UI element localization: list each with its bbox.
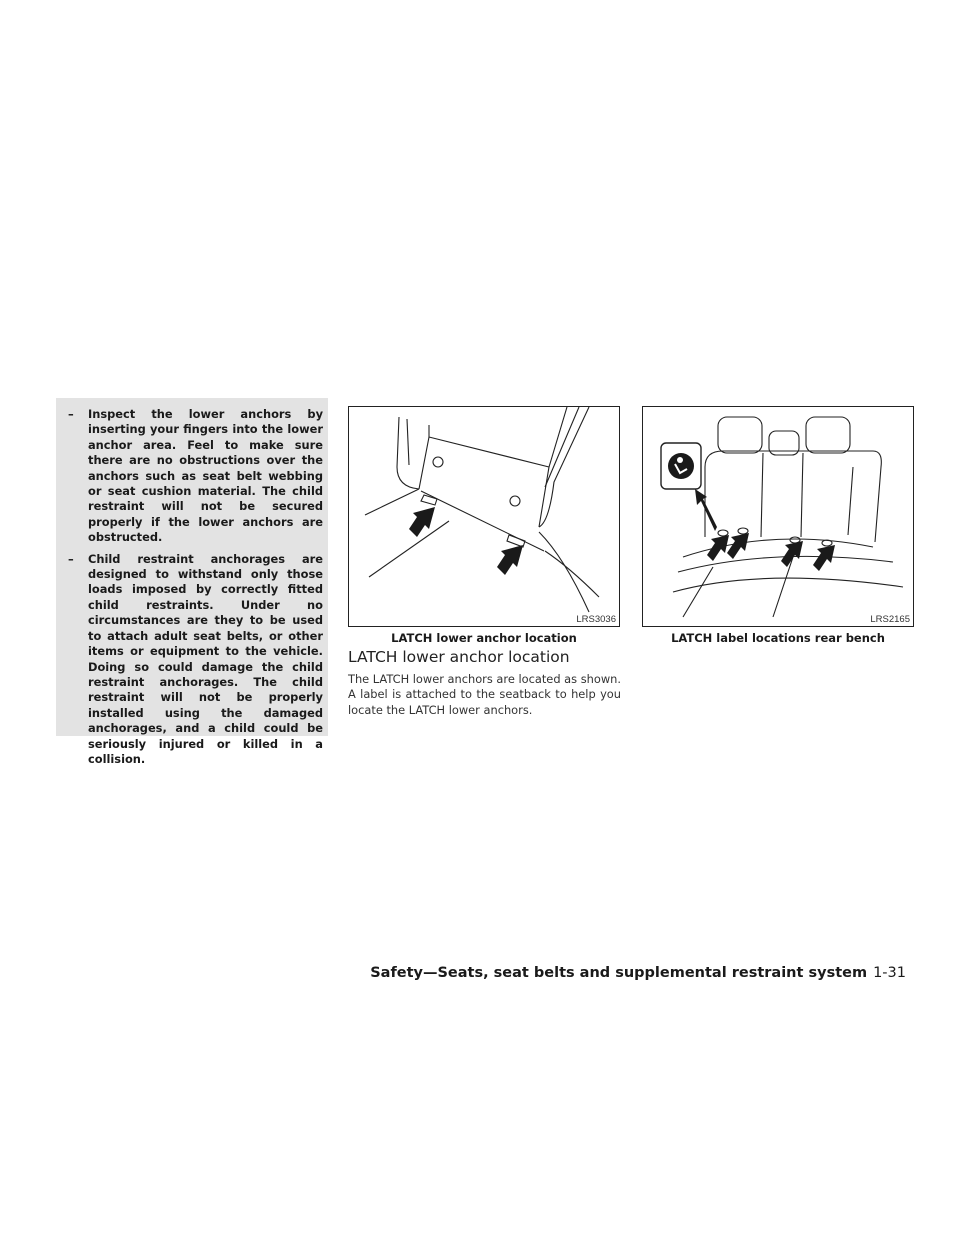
warning-item <box>68 551 323 768</box>
figure-rear-bench <box>642 406 914 627</box>
warning-dash: – <box>68 407 74 421</box>
warning-dash: – <box>68 551 74 566</box>
figure-caption: LATCH lower anchor location <box>391 631 577 645</box>
page-footer <box>0 965 906 981</box>
rear-bench-illustration <box>643 407 913 626</box>
page-number: 1-31 <box>873 965 906 981</box>
figure-lower-anchor <box>348 406 620 627</box>
section-title: LATCH lower anchor location <box>348 648 570 666</box>
warning-text: Inspect the lower anchors by inserting your fingers into the lower anchor area. Feel to make sure there are no obstructions over the anchors such as seat belt webbing or seat cushion material. The child restraint will not be secured properly if the lower anchors are obstructed. <box>88 407 323 545</box>
figure-code: LRS2165 <box>870 614 910 625</box>
warning-box <box>56 398 328 766</box>
section-body: The LATCH lower anchors are located as shown. A label is attached to the seatback to help you locate the LATCH lower anchors. <box>348 672 621 717</box>
lower-anchor-illustration <box>349 407 619 626</box>
warning-text: Child restraint anchorages are designed to withstand only those loads imposed by correctly fitted child restraints. Under no circumstances are they to be used to attach adult seat belts, or other items or equipment to the vehicle. Doing so could damage the child restraint anchorages. The child restraint will not be properly installed using the damaged anchorages, and a child could be seriously injured or killed in a collision. <box>88 551 323 766</box>
figure-caption: LATCH label locations rear bench <box>671 631 885 645</box>
footer-title: Safety—Seats, seat belts and supplemental restraint system <box>370 965 868 981</box>
figure-code: LRS3036 <box>576 614 616 625</box>
warning-item <box>68 407 323 546</box>
